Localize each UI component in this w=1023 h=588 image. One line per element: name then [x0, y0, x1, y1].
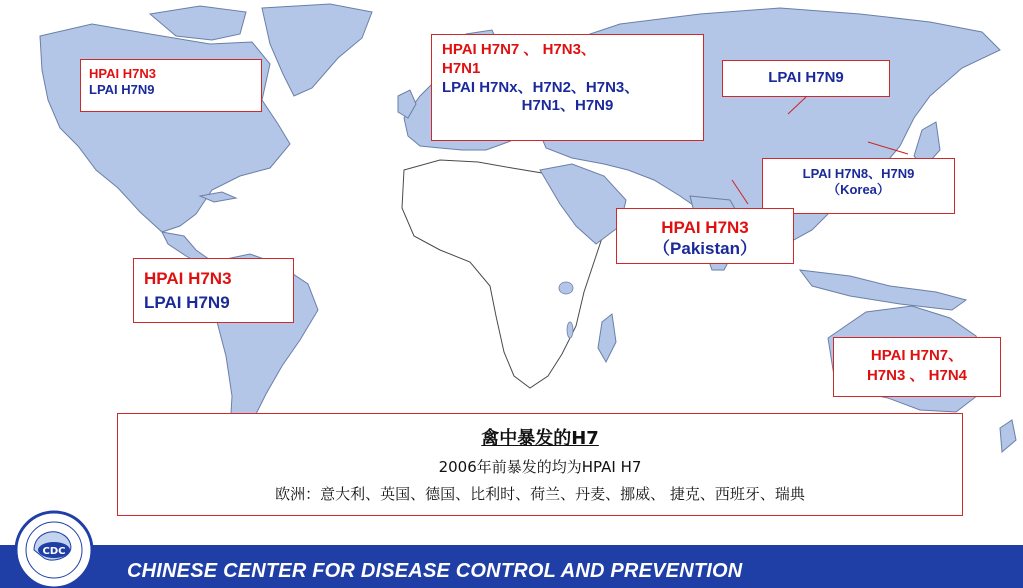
- summary-box: [117, 413, 963, 516]
- korea-country-text: （Korea）: [827, 182, 890, 198]
- summary-title: 禽中暴发的H7: [481, 428, 599, 449]
- au-hpai-text-2: H7N3 、 H7N4: [866, 367, 968, 385]
- pakistan-country-text: （Pakistan）: [653, 239, 757, 259]
- label-korea: [762, 158, 955, 214]
- footer-title: CHINESE CENTER FOR DISEASE CONTROL AND PREVENTION: [127, 560, 743, 582]
- logo-abbr: CDC: [42, 546, 66, 557]
- label-australia: [833, 337, 1001, 397]
- label-pakistan: [616, 208, 794, 264]
- eu-hpai-text: HPAI H7N7 、 H7N3、: [442, 41, 596, 58]
- label-europe: [431, 34, 704, 141]
- lake-victoria: [559, 282, 573, 294]
- greenland: [262, 4, 372, 96]
- eu-hpai-text-2: H7N1: [442, 59, 481, 77]
- sa-hpai-text: HPAI H7N3: [144, 269, 232, 288]
- footer-bar: [0, 545, 1023, 588]
- madagascar: [598, 314, 616, 362]
- lake-malawi: [567, 322, 573, 338]
- au-hpai-text: HPAI H7N7、: [870, 347, 964, 364]
- new-zealand: [1000, 420, 1016, 452]
- north-america: [40, 24, 290, 232]
- china-lpai-text: LPAI H7N9: [768, 69, 844, 86]
- label-south-america: [133, 258, 294, 323]
- summary-line-europe: 欧洲：意大利、英国、德国、比利时、荷兰、丹麦、挪威、 捷克、西班牙、瑞典: [275, 485, 805, 503]
- na-hpai-text: HPAI H7N3: [89, 66, 156, 81]
- label-north-america: [80, 59, 262, 112]
- korea-lpai-text: LPAI H7N8、H7N9: [802, 166, 915, 181]
- summary-line-pre-2006: 2006年前暴发的均为HPAI H7: [438, 458, 642, 476]
- indonesia: [800, 270, 966, 310]
- cdc-logo-icon: [4, 504, 112, 588]
- pakistan-hpai-text: HPAI H7N3: [661, 218, 749, 237]
- eu-lpai-text: LPAI H7Nx、H7N2、H7N3、: [442, 78, 640, 96]
- arctic-islands: [150, 6, 246, 40]
- sa-lpai-text: LPAI H7N9: [144, 292, 230, 312]
- na-lpai-text: LPAI H7N9: [89, 82, 155, 98]
- eu-lpai-text-2: H7N1、H7N9: [521, 97, 614, 115]
- label-china: [722, 60, 890, 97]
